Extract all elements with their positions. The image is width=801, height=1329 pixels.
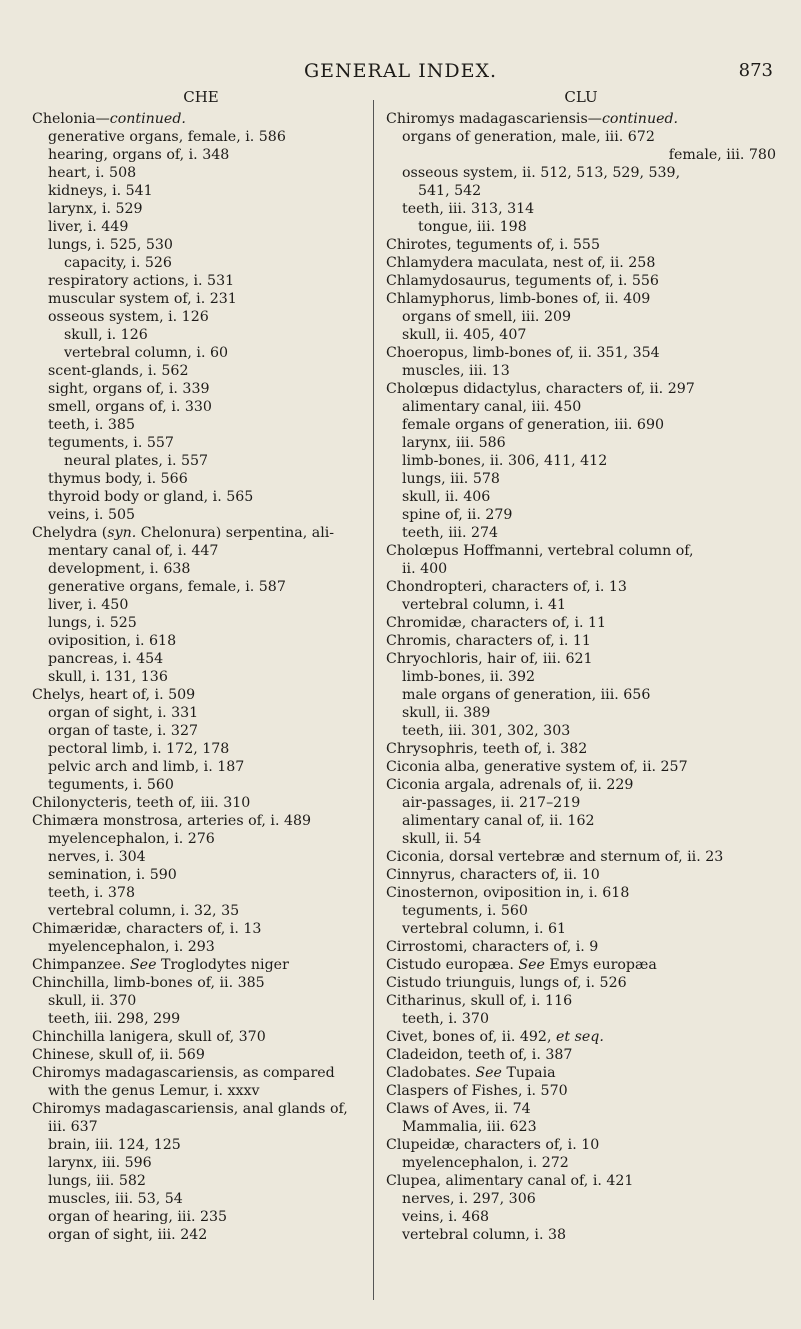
index-entry: larynx, i. 529	[48, 201, 143, 217]
index-entry: Claws of Aves, ii. 74	[386, 1101, 531, 1117]
index-entry: liver, i. 449	[48, 219, 129, 235]
index-entry: sight, organs of, i. 339	[48, 381, 210, 397]
index-entry: vertebral column, i. 32, 35	[48, 903, 240, 919]
index-entry: lungs, i. 525	[48, 615, 137, 631]
index-entry: spine of, ii. 279	[402, 507, 513, 523]
index-entry: Civet, bones of, ii. 492, et seq.	[386, 1029, 604, 1045]
index-entry: Citharinus, skull of, i. 116	[386, 993, 573, 1009]
index-entry: Chiromys madagascariensis, anal glands of,	[32, 1101, 348, 1117]
index-entry: female, iii. 780	[668, 147, 776, 163]
index-entry: osseous system, ii. 512, 513, 529, 539,	[402, 165, 681, 181]
index-entry: Ciconia, dorsal vertebræ and sternum of, ii. 23	[386, 849, 724, 865]
index-entry: generative organs, female, i. 587	[48, 579, 286, 595]
index-entry: skull, ii. 405, 407	[402, 327, 527, 343]
index-entry: Cinosternon, oviposition in, i. 618	[386, 885, 630, 901]
index-entry: thymus body, i. 566	[48, 471, 188, 487]
index-entry: nerves, i. 304	[48, 849, 146, 865]
index-entry: skull, ii. 370	[48, 993, 137, 1009]
left-column-heading: CHE	[183, 88, 219, 106]
index-entry: alimentary canal of, ii. 162	[402, 813, 595, 829]
index-entry: veins, i. 468	[402, 1209, 490, 1225]
index-entry: Chelonia—continued.	[32, 111, 186, 127]
index-entry: Cistudo triunguis, lungs of, i. 526	[386, 975, 627, 991]
index-entry: myelencephalon, i. 272	[402, 1155, 569, 1171]
index-entry: brain, iii. 124, 125	[48, 1137, 181, 1153]
right-entries	[386, 110, 776, 1244]
index-entry: neural plates, i. 557	[64, 453, 209, 469]
index-entry: Choeropus, limb-bones of, ii. 351, 354	[386, 345, 660, 361]
index-entry: oviposition, i. 618	[48, 633, 177, 649]
index-entry: Chrysophris, teeth of, i. 382	[386, 741, 588, 757]
index-entry: teguments, i. 557	[48, 435, 174, 451]
index-entry: Cholœpus Hoffmanni, vertebral column of,	[386, 543, 694, 559]
column-divider	[373, 100, 374, 1300]
index-entry: Ciconia alba, generative system of, ii. 257	[386, 759, 688, 775]
index-entry: teguments, i. 560	[48, 777, 174, 793]
index-entry: Chiromys madagascariensis—continued.	[386, 111, 679, 127]
index-entry: lungs, iii. 578	[402, 471, 500, 487]
index-entry: teeth, i. 378	[48, 885, 135, 901]
index-entry: Cinnyrus, characters of, ii. 10	[386, 867, 600, 883]
index-entry: Chilonycteris, teeth of, iii. 310	[32, 795, 251, 811]
index-entry: lungs, iii. 582	[48, 1173, 146, 1189]
index-entry: respiratory actions, i. 531	[48, 273, 235, 289]
index-entry: Chondropteri, characters of, i. 13	[386, 579, 627, 595]
index-entry: alimentary canal, iii. 450	[402, 399, 582, 415]
index-entry: Chimpanzee. See Troglodytes niger	[32, 957, 289, 973]
index-entry: skull, ii. 54	[402, 831, 482, 847]
index-entry: heart, i. 508	[48, 165, 137, 181]
index-entry: Chelydra (syn. Chelonura) serpentina, ali-	[32, 525, 335, 541]
index-entry: Chryochloris, hair of, iii. 621	[386, 651, 593, 667]
index-entry: Clupea, alimentary canal of, i. 421	[386, 1173, 634, 1189]
index-entry: thyroid body or gland, i. 565	[48, 489, 254, 505]
index-entry: Chinchilla, limb-bones of, ii. 385	[32, 975, 265, 991]
right-column	[386, 88, 776, 1244]
index-entry: veins, i. 505	[48, 507, 136, 523]
index-entry: kidneys, i. 541	[48, 183, 153, 199]
index-entry: teeth, i. 370	[402, 1011, 489, 1027]
index-entry: Chlamydera maculata, nest of, ii. 258	[386, 255, 656, 271]
index-entry: iii. 637	[48, 1119, 98, 1135]
index-entry: Chimæra monstrosa, arteries of, i. 489	[32, 813, 312, 829]
index-entry: myelencephalon, i. 276	[48, 831, 215, 847]
index-entry: pancreas, i. 454	[48, 651, 164, 667]
index-entry: organ of sight, iii. 242	[48, 1227, 208, 1243]
index-entry: organ of taste, i. 327	[48, 723, 199, 739]
index-entry: male organs of generation, iii. 656	[402, 687, 651, 703]
index-entry: Cladobates. See Tupaia	[386, 1065, 556, 1081]
index-entry: teguments, i. 560	[402, 903, 528, 919]
index-entry: larynx, iii. 586	[402, 435, 506, 451]
index-entry: vertebral column, i. 61	[402, 921, 567, 937]
index-entry: scent-glands, i. 562	[48, 363, 189, 379]
index-entry: vertebral column, i. 38	[402, 1227, 567, 1243]
index-entry: tongue, iii. 198	[418, 219, 527, 235]
index-entry: Chimæridæ, characters of, i. 13	[32, 921, 262, 937]
page-title: GENERAL INDEX.	[303, 60, 498, 82]
index-entry: organs of generation, male, iii. 672	[402, 129, 655, 145]
index-entry: smell, organs of, i. 330	[48, 399, 212, 415]
index-entry: myelencephalon, i. 293	[48, 939, 215, 955]
index-entry: Chinchilla lanigera, skull of, 370	[32, 1029, 266, 1045]
index-entry: Claspers of Fishes, i. 570	[386, 1083, 568, 1099]
index-entry: teeth, i. 385	[48, 417, 135, 433]
index-entry: development, i. 638	[48, 561, 191, 577]
index-entry: vertebral column, i. 41	[402, 597, 567, 613]
index-entry: larynx, iii. 596	[48, 1155, 152, 1171]
index-entry: muscles, iii. 13	[402, 363, 510, 379]
index-entry: Cistudo europæa. See Emys europæa	[386, 957, 657, 973]
left-entries	[32, 110, 370, 1244]
index-entry: with the genus Lemur, i. xxxv	[48, 1083, 260, 1099]
index-entry: 541, 542	[418, 183, 482, 199]
index-entry: Mammalia, iii. 623	[402, 1119, 537, 1135]
left-column	[32, 88, 370, 1244]
index-entry: hearing, organs of, i. 348	[48, 147, 230, 163]
index-entry: Ciconia argala, adrenals of, ii. 229	[386, 777, 634, 793]
index-entry: nerves, i. 297, 306	[402, 1191, 536, 1207]
index-entry: female organs of generation, iii. 690	[402, 417, 664, 433]
index-entry: Cirrostomi, characters of, i. 9	[386, 939, 599, 955]
index-entry: teeth, iii. 301, 302, 303	[402, 723, 571, 739]
index-entry: Cladeidon, teeth of, i. 387	[386, 1047, 573, 1063]
index-entry: mentary canal of, i. 447	[48, 543, 219, 559]
index-entry: Chinese, skull of, ii. 569	[32, 1047, 205, 1063]
index-entry: Chromidæ, characters of, i. 11	[386, 615, 607, 631]
index-entry: capacity, i. 526	[64, 255, 172, 271]
index-entry: osseous system, i. 126	[48, 309, 209, 325]
index-entry: lungs, i. 525, 530	[48, 237, 173, 253]
index-entry: semination, i. 590	[48, 867, 177, 883]
index-entry: skull, ii. 389	[402, 705, 491, 721]
index-entry: Chelys, heart of, i. 509	[32, 687, 196, 703]
index-entry: liver, i. 450	[48, 597, 129, 613]
index-entry: ii. 400	[402, 561, 448, 577]
page-number: 873	[738, 60, 773, 81]
index-entry: organs of smell, iii. 209	[402, 309, 572, 325]
index-entry: Chiromys madagascariensis, as compared	[32, 1065, 335, 1081]
index-entry: generative organs, female, i. 586	[48, 129, 286, 145]
index-entry: air-passages, ii. 217–219	[402, 795, 581, 811]
index-entry: limb-bones, ii. 392	[402, 669, 536, 685]
index-entry: pectoral limb, i. 172, 178	[48, 741, 230, 757]
index-entry: Cholœpus didactylus, characters of, ii. 297	[386, 381, 695, 397]
index-entry: teeth, iii. 298, 299	[48, 1011, 181, 1027]
right-column-heading: CLU	[564, 88, 598, 106]
index-entry: pelvic arch and limb, i. 187	[48, 759, 245, 775]
index-entry: skull, i. 126	[64, 327, 148, 343]
index-entry: muscles, iii. 53, 54	[48, 1191, 183, 1207]
index-entry: organ of hearing, iii. 235	[48, 1209, 228, 1225]
index-entry: Chirotes, teguments of, i. 555	[386, 237, 600, 253]
index-entry: organ of sight, i. 331	[48, 705, 199, 721]
index-entry: vertebral column, i. 60	[64, 345, 229, 361]
index-entry: skull, i. 131, 136	[48, 669, 168, 685]
index-entry: muscular system of, i. 231	[48, 291, 237, 307]
index-entry: teeth, iii. 313, 314	[402, 201, 535, 217]
index-entry: Chlamyphorus, limb-bones of, ii. 409	[386, 291, 651, 307]
index-entry: limb-bones, ii. 306, 411, 412	[402, 453, 608, 469]
index-entry: Clupeidæ, characters of, i. 10	[386, 1137, 600, 1153]
index-entry: Chlamydosaurus, teguments of, i. 556	[386, 273, 659, 289]
index-entry: skull, ii. 406	[402, 489, 491, 505]
index-entry: Chromis, characters of, i. 11	[386, 633, 591, 649]
index-entry: teeth, iii. 274	[402, 525, 499, 541]
